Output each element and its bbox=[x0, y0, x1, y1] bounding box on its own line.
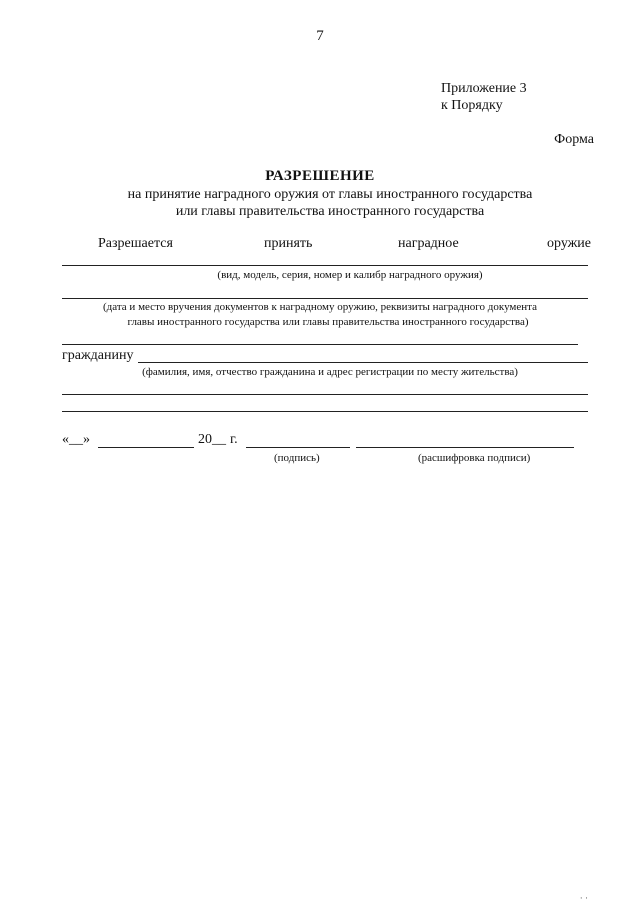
weapon-field-line[interactable] bbox=[62, 265, 588, 266]
document-subtitle bbox=[0, 186, 640, 220]
signature-decode-caption: (расшифровка подписи) bbox=[418, 452, 531, 464]
corner-mark: · · bbox=[579, 893, 588, 903]
documents-caption-line-1: (дата и место вручения документов к наградному оружию, реквизиты наградного документа bbox=[103, 301, 537, 313]
subtitle-line-1: на принятие наградного оружия от главы иностранного государства bbox=[127, 187, 533, 202]
permit-word-2: принять bbox=[264, 236, 313, 251]
date-day: «__» bbox=[62, 432, 90, 447]
date-year: 20__ bbox=[198, 432, 226, 447]
permit-word-4: оружие bbox=[547, 236, 592, 251]
signature-line[interactable] bbox=[246, 447, 350, 448]
signature-decode-line[interactable] bbox=[356, 447, 574, 448]
appendix-line-2: к Порядку bbox=[441, 98, 503, 113]
citizen-caption: (фамилия, имя, отчество гражданина и адрес регистрации по месту жительства) bbox=[142, 366, 518, 378]
document-title: РАЗРЕШЕНИЕ bbox=[265, 168, 375, 184]
citizen-extra-line-1[interactable] bbox=[62, 394, 588, 395]
documents-caption-line-2: главы иностранного государства или главы правительства иностранного государства) bbox=[127, 316, 529, 328]
documents-field-line[interactable] bbox=[62, 298, 588, 299]
signature-caption: (подпись) bbox=[274, 452, 320, 464]
citizen-field-line[interactable] bbox=[138, 362, 588, 363]
appendix-line-1: Приложение 3 bbox=[441, 81, 527, 96]
weapon-caption: (вид, модель, серия, номер и калибр наградного оружия) bbox=[217, 269, 483, 281]
subtitle-line-2: или главы правительства иностранного государства bbox=[175, 204, 485, 219]
appendix-reference bbox=[441, 80, 527, 114]
page-number: 7 bbox=[316, 28, 324, 44]
citizen-label: гражданину bbox=[62, 348, 134, 363]
documents-extra-line[interactable] bbox=[62, 344, 578, 345]
permit-word-1: Разрешается bbox=[98, 236, 173, 251]
permit-word-3: наградное bbox=[398, 236, 459, 251]
form-label: Форма bbox=[554, 132, 594, 147]
date-year-suffix: г. bbox=[230, 432, 238, 447]
date-month-line[interactable] bbox=[98, 447, 194, 448]
citizen-extra-line-2[interactable] bbox=[62, 411, 588, 412]
